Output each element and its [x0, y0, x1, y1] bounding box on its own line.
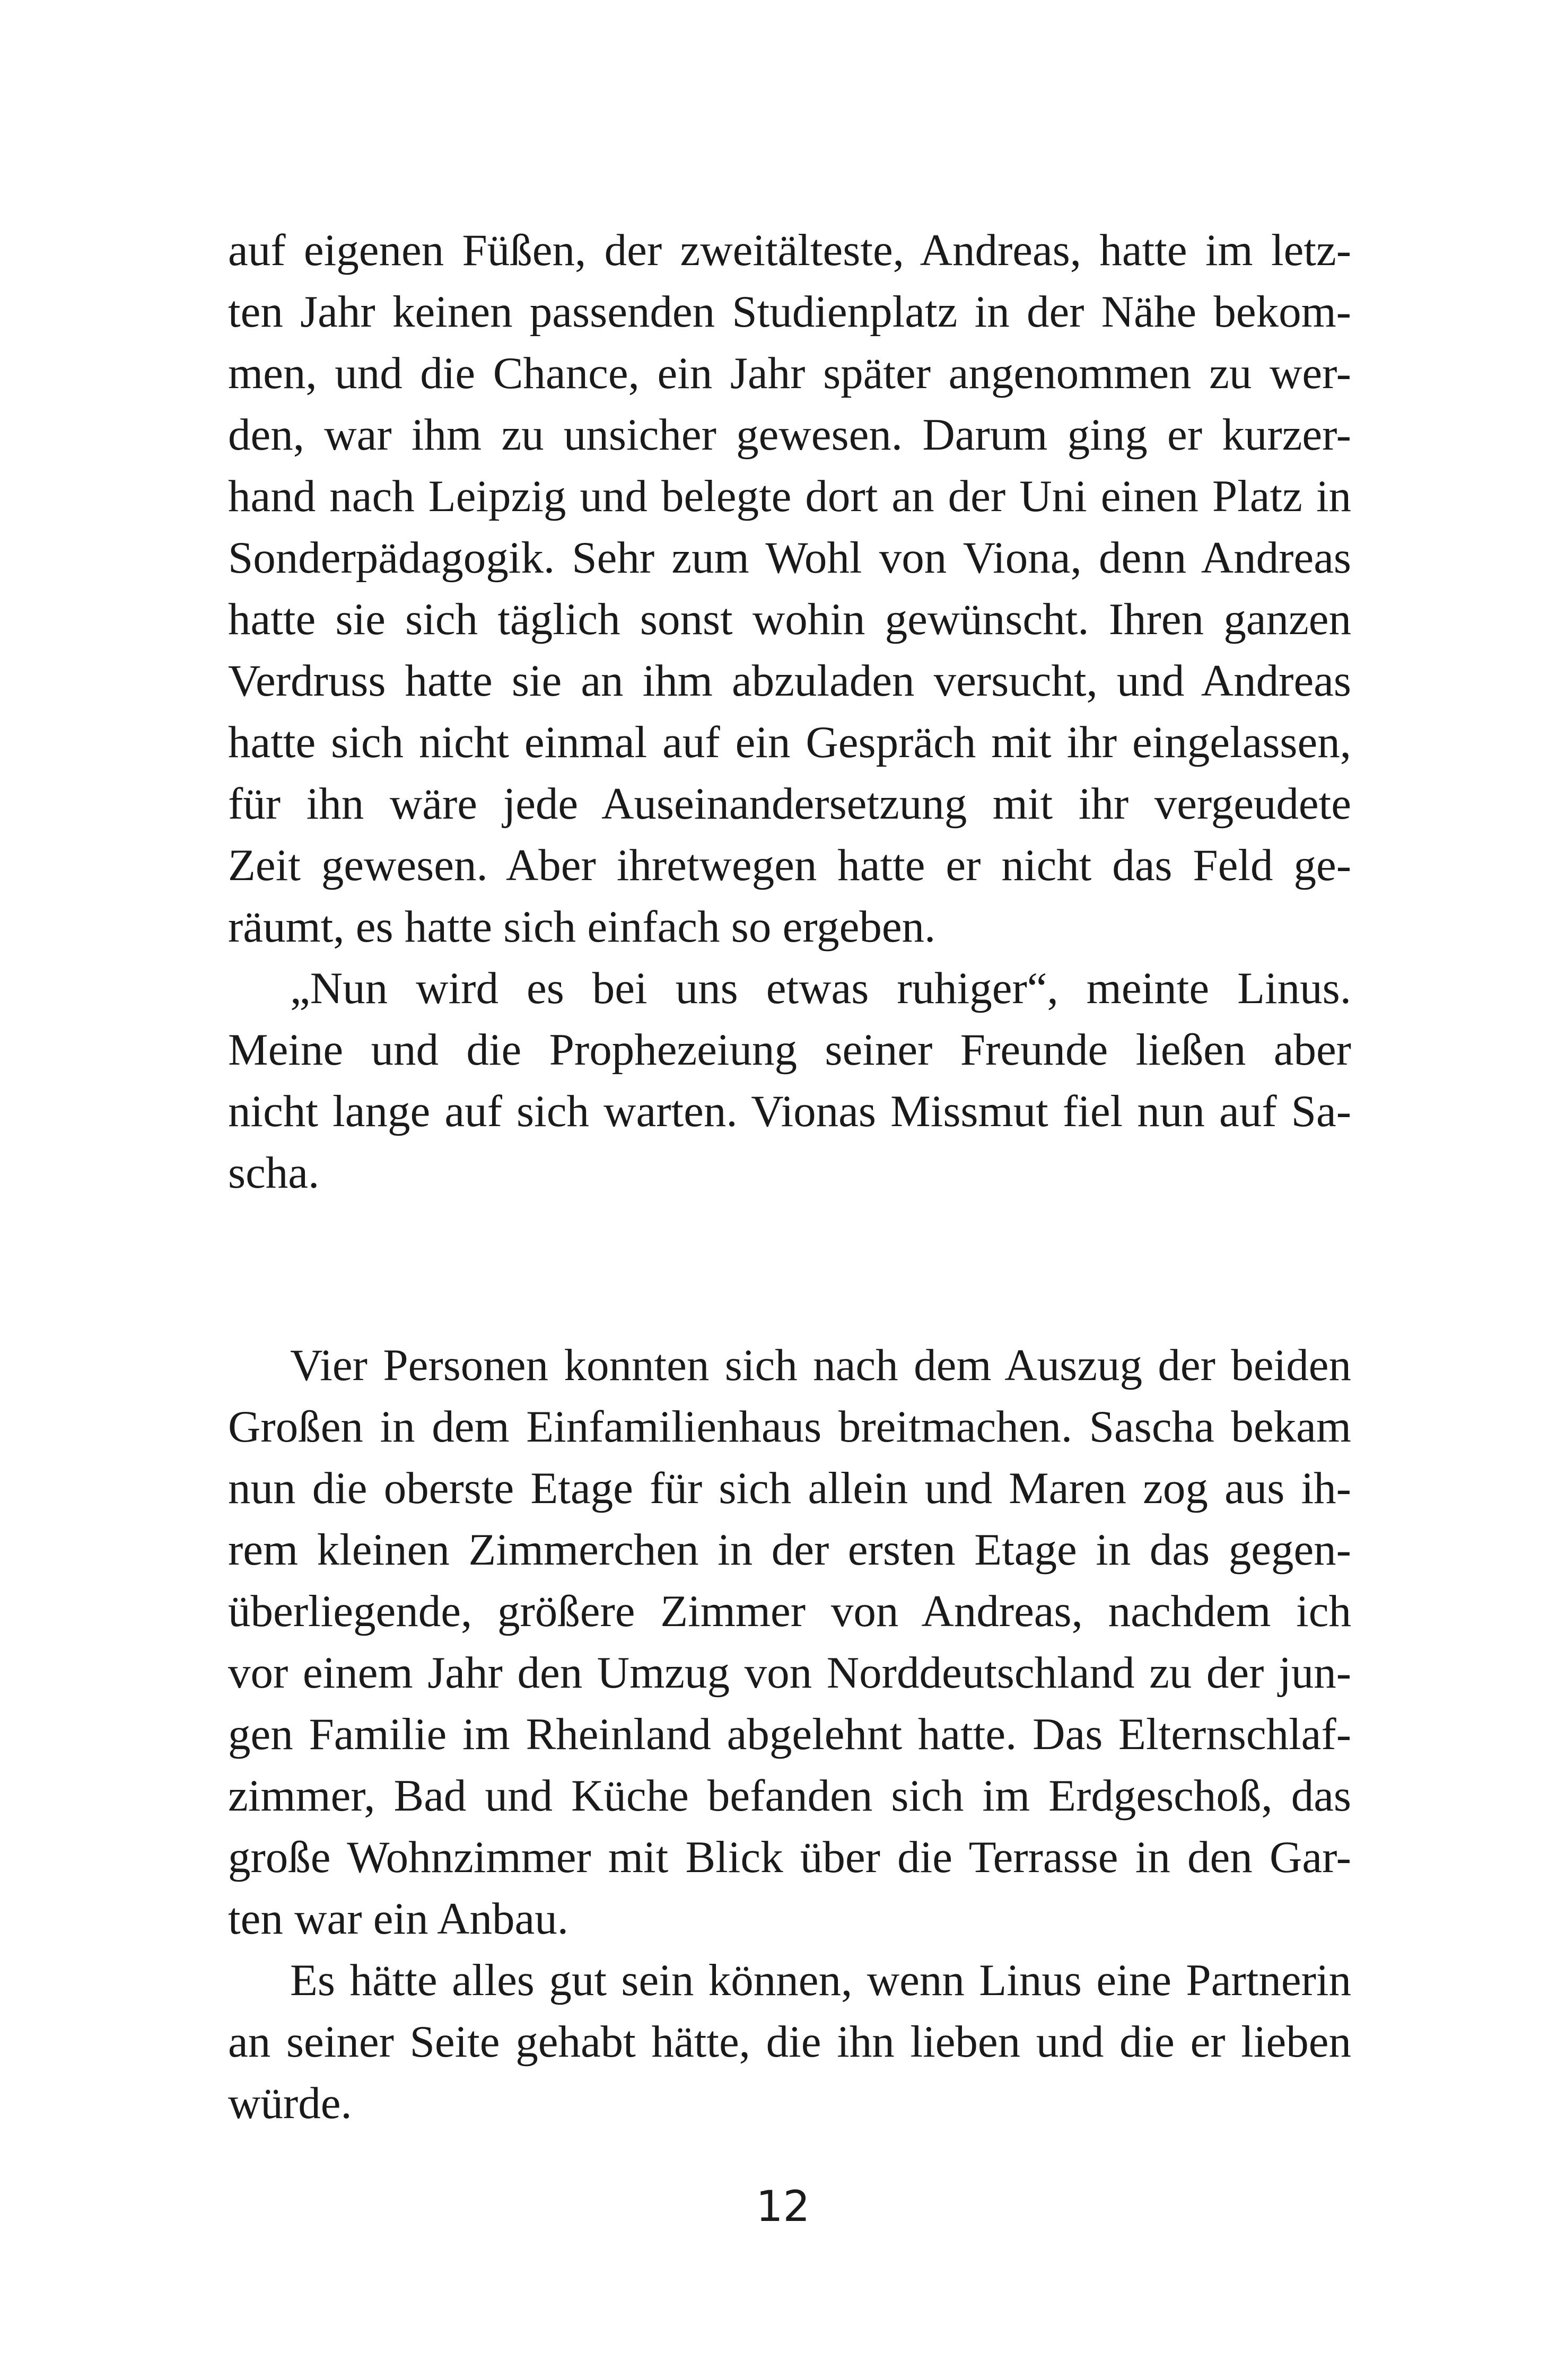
text-line: für ihn wäre jede Auseinandersetzung mit ihr vergeudete — [228, 779, 1351, 829]
text-line: den, war ihm zu unsicher gewesen. Darum ging er kurzer- — [228, 410, 1351, 460]
text-line: überliegende, größere Zimmer von Andreas, nachdem ich — [228, 1586, 1351, 1636]
page-number: 12 — [756, 2182, 810, 2231]
text-line: ten Jahr keinen passenden Studienplatz in der Nähe bekom- — [228, 287, 1351, 337]
text-line: Meine und die Prophezeiung seiner Freunde ließen aber — [228, 1025, 1351, 1075]
text-line: hand nach Leipzig und belegte dort an der Uni einen Platz in — [228, 471, 1351, 521]
text-line: Vier Personen konnten sich nach dem Auszug der beiden — [290, 1340, 1351, 1390]
text-line: würde. — [228, 2078, 352, 2128]
paragraph — [228, 1949, 1351, 2134]
text-section-1 — [228, 219, 1351, 1204]
text-line: große Wohnzimmer mit Blick über die Terrasse in den Gar- — [228, 1832, 1351, 1882]
text-line: men, und die Chance, ein Jahr später angenommen zu wer- — [228, 348, 1351, 398]
text-line: räumt, es hatte sich einfach so ergeben. — [228, 902, 936, 952]
text-line: scha. — [228, 1148, 320, 1198]
text-line: nicht lange auf sich warten. Vionas Missmut fiel nun auf Sa- — [228, 1086, 1351, 1136]
text-line: zimmer, Bad und Küche befanden sich im Erdgeschoß, das — [228, 1771, 1351, 1821]
paragraph — [228, 1334, 1351, 1949]
text-line: Es hätte alles gut sein können, wenn Linus eine Partnerin — [290, 1955, 1351, 2005]
paragraph — [228, 219, 1351, 958]
paragraph — [228, 958, 1351, 1204]
text-line: rem kleinen Zimmerchen in der ersten Etage in das gegen- — [228, 1525, 1351, 1575]
text-line: nun die oberste Etage für sich allein und Maren zog aus ih- — [228, 1463, 1351, 1513]
text-line: Zeit gewesen. Aber ihretwegen hatte er nicht das Feld ge- — [228, 840, 1351, 890]
text-line: Großen in dem Einfamilienhaus breitmachen. Sascha bekam — [228, 1402, 1351, 1452]
text-section-2 — [228, 1334, 1351, 2134]
text-line: „Nun wird es bei uns etwas ruhiger“, meinte Linus. — [290, 963, 1351, 1013]
text-line: hatte sich nicht einmal auf ein Gespräch mit ihr eingelassen, — [228, 717, 1351, 767]
text-line: an seiner Seite gehabt hätte, die ihn lieben und die er lieben — [228, 2017, 1351, 2067]
text-line: hatte sie sich täglich sonst wohin gewünscht. Ihren ganzen — [228, 594, 1351, 644]
text-line: ten war ein Anbau. — [228, 1894, 569, 1944]
text-line: Sonderpädagogik. Sehr zum Wohl von Viona, denn Andreas — [228, 533, 1351, 583]
text-line: Verdruss hatte sie an ihm abzuladen versucht, und Andreas — [228, 656, 1351, 706]
text-line: vor einem Jahr den Umzug von Norddeutschland zu der jun- — [228, 1648, 1351, 1698]
text-line: gen Familie im Rheinland abgelehnt hatte. Das Elternschlaf- — [228, 1709, 1351, 1759]
text-line: auf eigenen Füßen, der zweitälteste, Andreas, hatte im letz- — [228, 225, 1351, 275]
